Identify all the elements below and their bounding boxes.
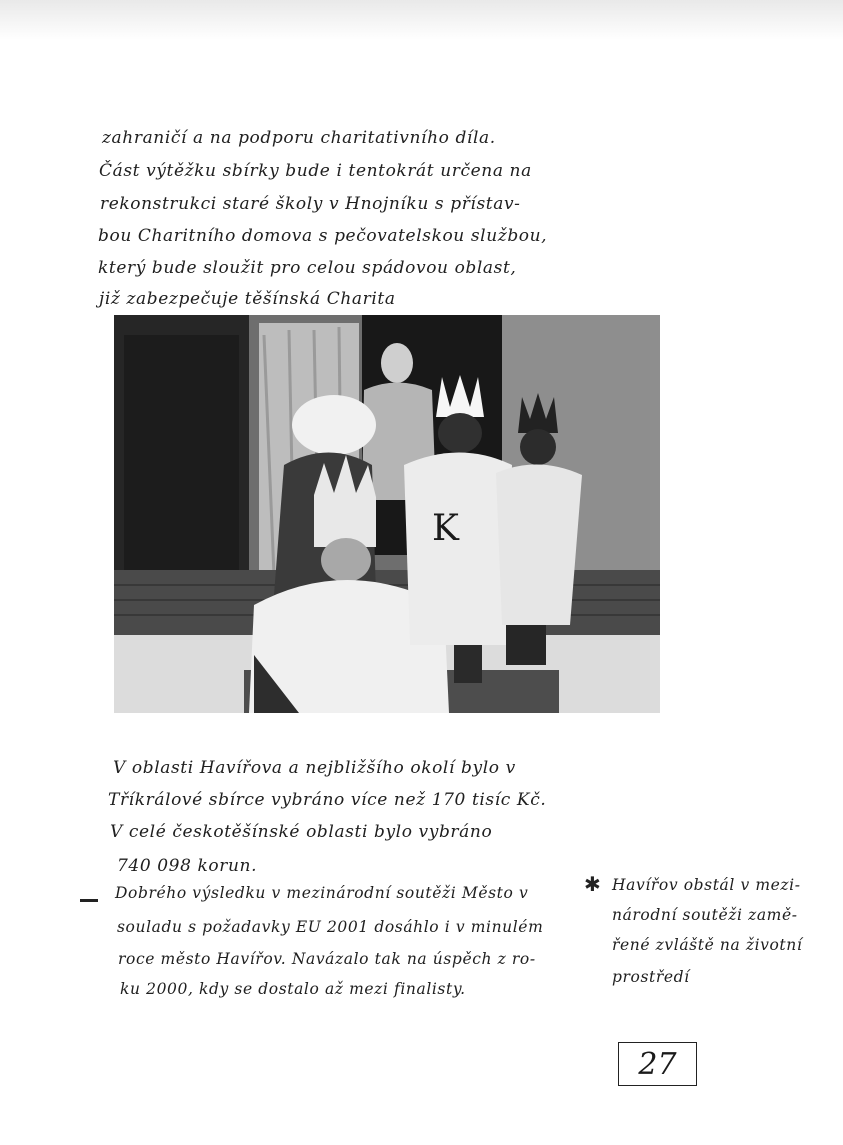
text-line: Část výtěžku sbírky bude i tentokrát určena na xyxy=(99,161,532,181)
page-number: 27 xyxy=(638,1047,677,1082)
text-line: prostředí xyxy=(612,968,690,986)
text-line: ku 2000, kdy se dostalo až mezi finalisty. xyxy=(120,980,466,998)
text-line: rekonstrukci staré školy v Hnojníku s přístav- xyxy=(100,194,521,214)
text-line: Tříkrálové sbírce vybráno více než 170 tisíc Kč. xyxy=(108,790,547,810)
text-line: 740 098 korun. xyxy=(117,856,258,876)
asterisk-icon: ✱ xyxy=(584,872,601,896)
text-line: souladu s požadavky EU 2001 dosáhlo i v minulém xyxy=(117,918,544,936)
text-line: bou Charitního domova s pečovatelskou službou, xyxy=(98,226,548,246)
text-line: národní soutěži zamě- xyxy=(612,906,798,924)
text-line: který bude sloužit pro celou spádovou oblast, xyxy=(98,258,517,278)
scan-edge-shadow xyxy=(0,0,843,40)
text-line: již zabezpečuje těšínská Charita xyxy=(99,289,396,309)
text-line: zahraničí a na podporu charitativního díla. xyxy=(102,128,496,148)
dash-marker xyxy=(80,899,98,902)
photo-three-kings xyxy=(114,315,660,713)
text-line: řené zvláště na životní xyxy=(612,936,803,954)
photo-letter-k: K xyxy=(432,508,459,549)
text-line: Dobrého výsledku v mezinárodní soutěži Město v xyxy=(115,884,529,902)
text-line: roce město Havířov. Navázalo tak na úspěch z ro- xyxy=(118,950,536,968)
page-number-box xyxy=(618,1042,697,1086)
text-line: Havířov obstál v mezi- xyxy=(612,876,801,894)
photo-image xyxy=(114,315,660,713)
text-line: V celé českotěšínské oblasti bylo vybráno xyxy=(110,822,493,842)
text-line: V oblasti Havířova a nejbližšího okolí bylo v xyxy=(113,758,516,778)
